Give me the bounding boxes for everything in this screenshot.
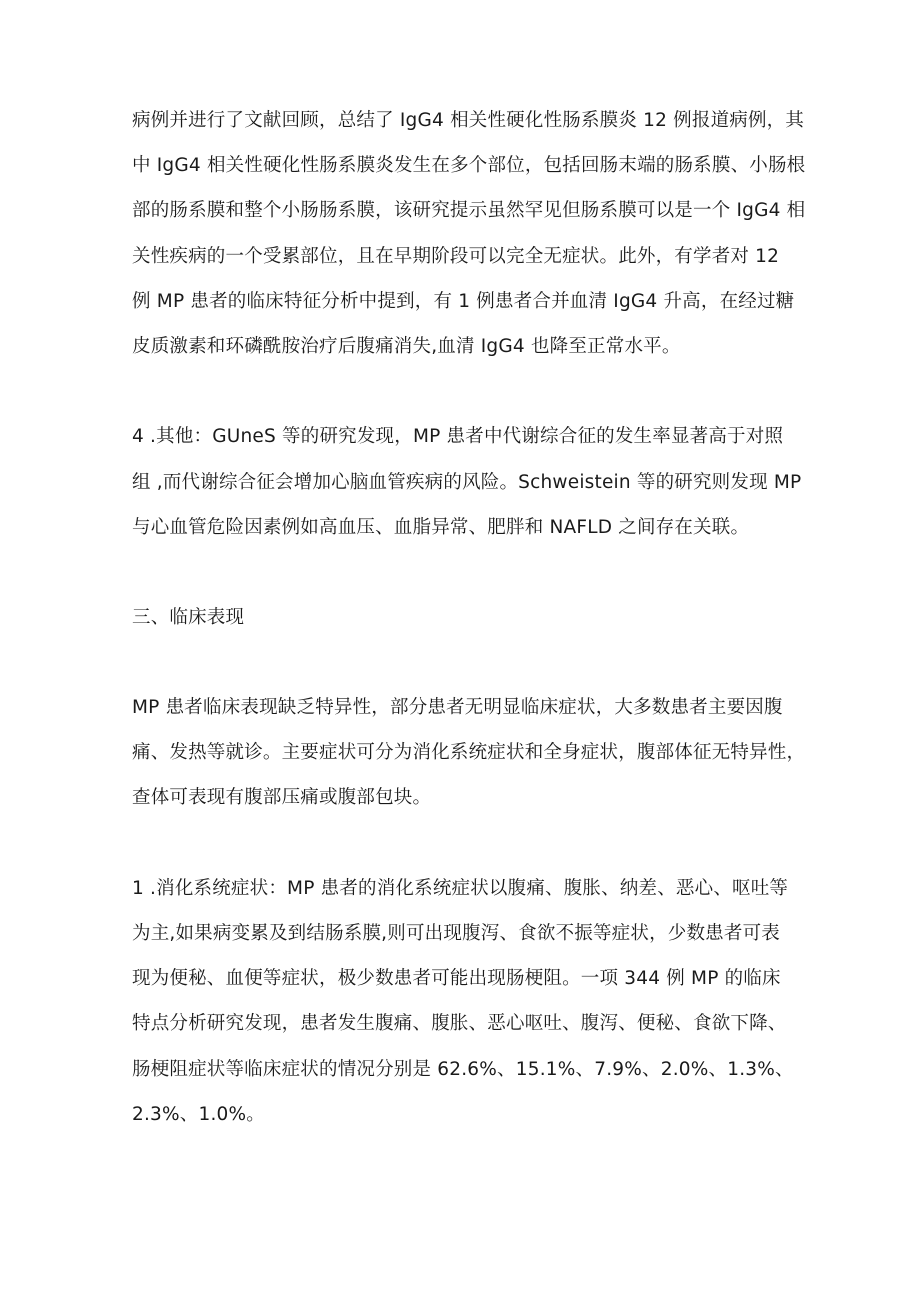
- paragraph-3-line-2: 痛、发热等就诊。主要症状可分为消化系统症状和全身症状，腹部体征无特异性，: [132, 742, 806, 763]
- paragraph-1-line-5: 例 MP 患者的临床特征分析中提到，有 1 例患者合并血清 IgG4 升高，在经过糖: [132, 291, 795, 312]
- paragraph-2-line-1: 4 .其他：GUneS 等的研究发现，MP 患者中代谢综合征的发生率显著高于对照: [132, 426, 784, 447]
- paragraph-3-line-3: 查体可表现有腹部压痛或腹部包块。: [132, 787, 432, 808]
- section-heading: 三、临床表现: [132, 607, 245, 628]
- paragraph-4-line-2: 为主,如果病变累及到结肠系膜,则可出现腹泻、食欲不振等症状，少数患者可表: [132, 923, 780, 944]
- paragraph-2-line-2: 组 ,而代谢综合征会增加心脑血管疾病的风险。Schweistein 等的研究则发现 MP: [132, 472, 802, 493]
- paragraph-4-line-5: 肠梗阻症状等临床症状的情况分别是 62.6%、15.1%、7.9%、2.0%、1.3%、: [132, 1059, 794, 1080]
- paragraph-4-line-3: 现为便秘、血便等症状，极少数患者可能出现肠梗阻。一项 344 例 MP 的临床: [132, 968, 781, 989]
- paragraph-1-line-2: 中 IgG4 相关性硬化性肠系膜炎发生在多个部位，包括回肠末端的肠系膜、小肠根: [132, 155, 806, 176]
- paragraph-1-line-6: 皮质激素和环磷酰胺治疗后腹痛消失,血清 IgG4 也降至正常水平。: [132, 336, 681, 357]
- paragraph-1-line-1: 病例并进行了文献回顾，总结了 IgG4 相关性硬化性肠系膜炎 12 例报道病例，其: [132, 110, 805, 131]
- paragraph-1-line-3: 部的肠系膜和整个小肠肠系膜，该研究提示虽然罕见但肠系膜可以是一个 IgG4 相: [132, 200, 806, 221]
- paragraph-3-line-1: MP 患者临床表现缺乏特异性，部分患者无明显临床症状，大多数患者主要因腹: [132, 697, 783, 718]
- paragraph-4-line-1: 1 .消化系统症状：MP 患者的消化系统症状以腹痛、腹胀、纳差、恶心、呕吐等: [132, 878, 789, 899]
- paragraph-4-line-4: 特点分析研究发现，患者发生腹痛、腹胀、恶心呕吐、腹泻、便秘、食欲下降、: [132, 1013, 787, 1034]
- paragraph-4-line-6: 2.3%、1.0%。: [132, 1104, 265, 1125]
- paragraph-2-line-3: 与心血管危险因素例如高血压、血脂异常、肥胖和 NAFLD 之间存在关联。: [132, 517, 750, 538]
- paragraph-1-line-4: 关性疾病的一个受累部位，且在早期阶段可以完全无症状。此外，有学者对 12: [132, 246, 780, 267]
